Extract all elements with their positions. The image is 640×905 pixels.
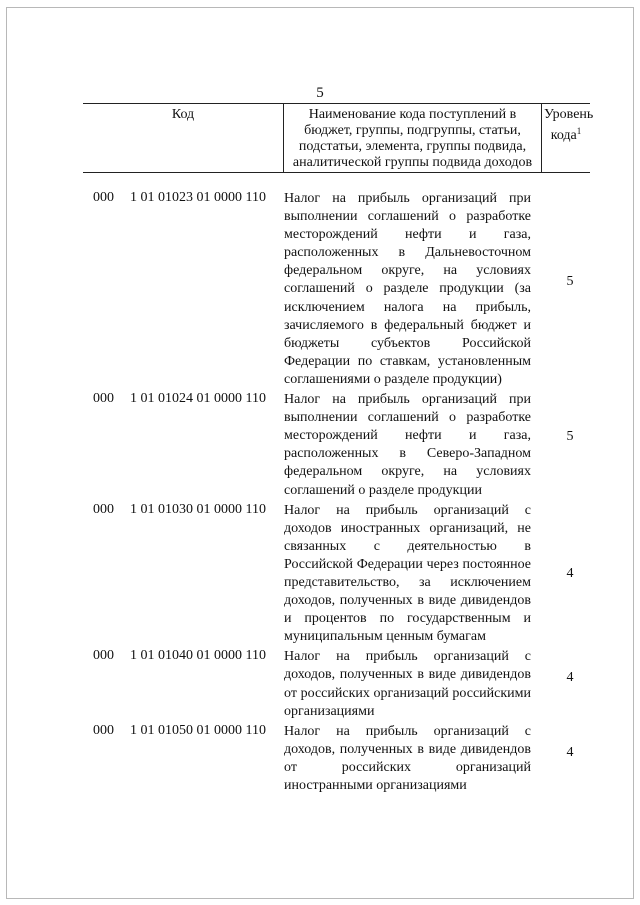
header-level-label: Уровень кода xyxy=(544,107,594,143)
header-row xyxy=(83,104,590,173)
table-row xyxy=(0,190,640,389)
table-row xyxy=(0,391,640,500)
row-description: Налог на прибыль организаций при выполнении соглашений о разработке месторождений нефти и газа, расположенных в Дальневосточном федеральном округе, на условиях соглашений о разделе продукции (за исключением налога на прибыль, зачисляемого в федеральный бюджет и бюджеты субъектов Российской Федерации по ставкам, установленным соглашениями о разделе продукции) xyxy=(284,191,531,387)
row-level: 5 xyxy=(566,429,574,445)
table-row xyxy=(0,648,640,720)
header-table xyxy=(83,103,594,173)
row-level: 4 xyxy=(566,670,574,686)
row-income-code: 1 01 01030 01 0000 110 xyxy=(130,501,266,517)
row-income-code: 1 01 01040 01 0000 110 xyxy=(130,648,266,664)
row-description: Налог на прибыль организаций при выполнении соглашений о разработке месторождений нефти и газа, расположенных в Северо-Западном федеральном округе, на условиях соглашений о разделе продукции xyxy=(284,392,531,498)
page-number: 5 xyxy=(316,85,324,101)
header-name xyxy=(284,104,542,173)
row-admin-code: 000 xyxy=(93,648,114,664)
row-admin-code: 000 xyxy=(93,190,114,205)
header-code xyxy=(83,104,284,173)
income-codes-list xyxy=(0,190,640,795)
row-description: Налог на прибыль организаций с доходов, полученных в виде дивидендов от российских организаций иностранными организациями xyxy=(284,723,531,793)
row-income-code: 1 01 01050 01 0000 110 xyxy=(130,722,266,738)
row-income-code: 1 01 01024 01 0000 110 xyxy=(130,391,266,407)
row-description: Налог на прибыль организаций с доходов, полученных в виде дивидендов от российских организаций российскими организациями xyxy=(284,649,531,719)
row-admin-code: 000 xyxy=(93,391,114,407)
row-admin-code: 000 xyxy=(93,501,114,517)
table-row xyxy=(0,723,640,795)
row-income-code: 1 01 01023 01 0000 110 xyxy=(130,190,266,205)
header-level-footnote: 1 xyxy=(576,126,582,136)
row-level: 4 xyxy=(566,744,574,760)
row-level: 4 xyxy=(566,565,574,581)
row-description: Налог на прибыль организаций с доходов иностранных организаций, не связанных с деятельностью в Российской Федерации через постоянное представительство, за исключением доходов, полученных в виде дивидендов и процентов по государственным и муниципальным ценным бумагам xyxy=(284,502,531,645)
header-name-label: Наименование кода поступлений в бюджет, группы, подгруппы, статьи, подстатьи, элемента, группы подвида, аналитической группы подвида доходов xyxy=(292,107,533,170)
header-level xyxy=(542,104,594,173)
row-admin-code: 000 xyxy=(93,722,114,738)
table-row xyxy=(0,502,640,647)
row-level: 5 xyxy=(566,274,574,289)
header-code-label: Код xyxy=(171,107,195,122)
